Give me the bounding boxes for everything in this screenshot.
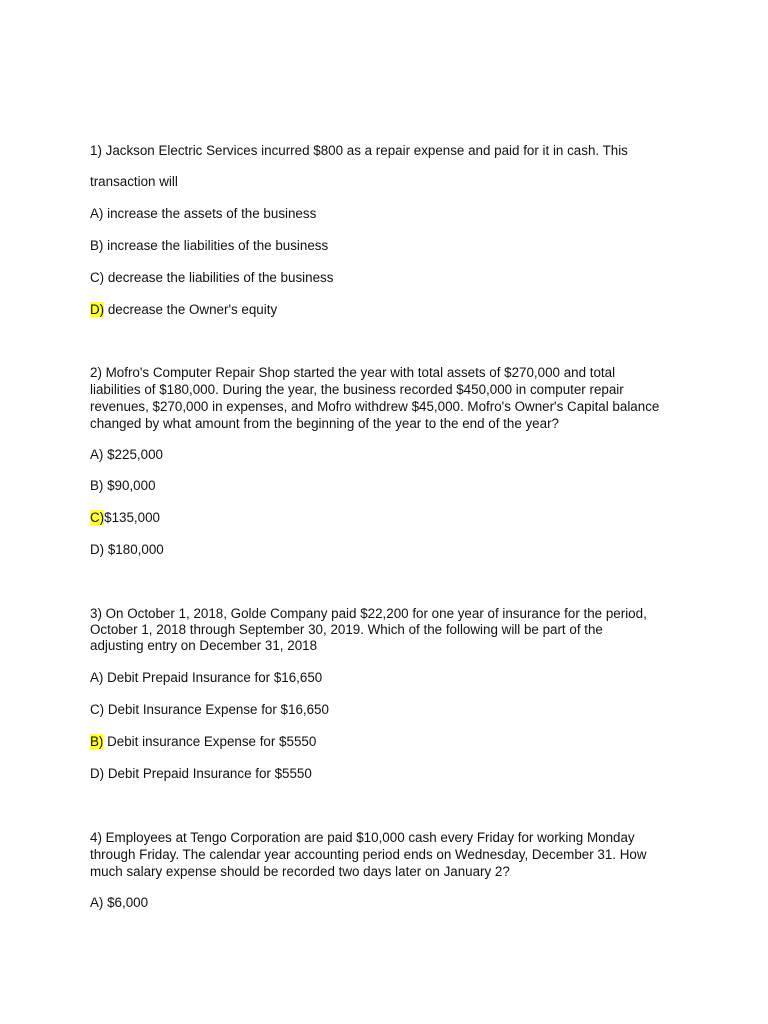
question-1-stem-line-2: transaction will xyxy=(90,174,178,189)
option-text: $90,000 xyxy=(103,478,156,493)
question-2-stem-line-2: liabilities of $180,000. During the year, the business recorded $450,000 in computer repair xyxy=(90,382,624,397)
option-text: decrease the liabilities of the business xyxy=(104,270,334,285)
question-3-option-4 xyxy=(90,765,312,782)
question-2-option-c xyxy=(90,509,160,526)
option-text: $6,000 xyxy=(103,895,149,910)
option-letter: A) xyxy=(90,670,104,685)
question-2-option-b xyxy=(90,477,156,494)
option-letter: C) xyxy=(90,270,105,285)
question-4-stem-line-3: much salary expense should be recorded two days later on January 2? xyxy=(90,864,510,879)
option-text: decrease the Owner's equity xyxy=(104,302,278,317)
question-1-option-b xyxy=(90,237,328,254)
question-3-stem-line-3: adjusting entry on December 31, 2018 xyxy=(90,638,318,653)
question-2-option-a xyxy=(90,446,163,463)
option-letter-highlighted: B) xyxy=(90,734,104,749)
question-1-option-a xyxy=(90,205,316,222)
option-text: Debit Insurance Expense for $16,650 xyxy=(104,702,329,717)
question-2-stem-line-3: revenues, $270,000 in expenses, and Mofro withdrew $45,000. Mofro's Owner's Capital balance xyxy=(90,399,660,414)
question-4-option-a xyxy=(90,894,148,911)
question-4-stem-line-1: 4) Employees at Tengo Corporation are paid $10,000 cash every Friday for working Monday xyxy=(90,830,635,845)
option-text: Debit Prepaid Insurance for $16,650 xyxy=(103,670,323,685)
option-letter-highlighted: C) xyxy=(90,510,105,525)
option-letter: D) xyxy=(90,542,105,557)
question-3-option-2 xyxy=(90,701,329,718)
option-text: Debit Prepaid Insurance for $5550 xyxy=(104,766,312,781)
question-3-option-1 xyxy=(90,669,322,686)
question-2-option-d xyxy=(90,541,164,558)
option-letter-highlighted: D) xyxy=(90,302,105,317)
option-text: $135,000 xyxy=(104,510,160,525)
option-text: increase the assets of the business xyxy=(103,206,317,221)
question-3-stem-line-2: October 1, 2018 through September 30, 2019. Which of the following will be part of the xyxy=(90,622,603,637)
option-letter: A) xyxy=(90,447,104,462)
option-text: $225,000 xyxy=(103,447,163,462)
question-3-stem-line-1: 3) On October 1, 2018, Golde Company paid $22,200 for one year of insurance for the period, xyxy=(90,606,647,621)
question-2-stem-line-1: 2) Mofro's Computer Repair Shop started the year with total assets of $270,000 and total xyxy=(90,365,616,380)
option-letter: A) xyxy=(90,206,104,221)
option-letter: B) xyxy=(90,238,104,253)
option-letter: A) xyxy=(90,895,104,910)
option-letter: B) xyxy=(90,478,104,493)
question-4-stem-line-2: through Friday. The calendar year accounting period ends on Wednesday, December 31. How xyxy=(90,847,647,862)
option-text: $180,000 xyxy=(104,542,164,557)
question-1-option-c xyxy=(90,269,333,286)
option-letter: D) xyxy=(90,766,105,781)
question-1-option-d xyxy=(90,301,277,318)
question-2-stem-line-4: changed by what amount from the beginning of the year to the end of the year? xyxy=(90,416,559,431)
option-letter: C) xyxy=(90,702,105,717)
question-1-stem-line-1: 1) Jackson Electric Services incurred $800 as a repair expense and paid for it in cash. This xyxy=(90,143,628,158)
question-3-option-3 xyxy=(90,733,316,750)
option-text: Debit insurance Expense for $5550 xyxy=(103,734,317,749)
option-text: increase the liabilities of the business xyxy=(103,238,329,253)
